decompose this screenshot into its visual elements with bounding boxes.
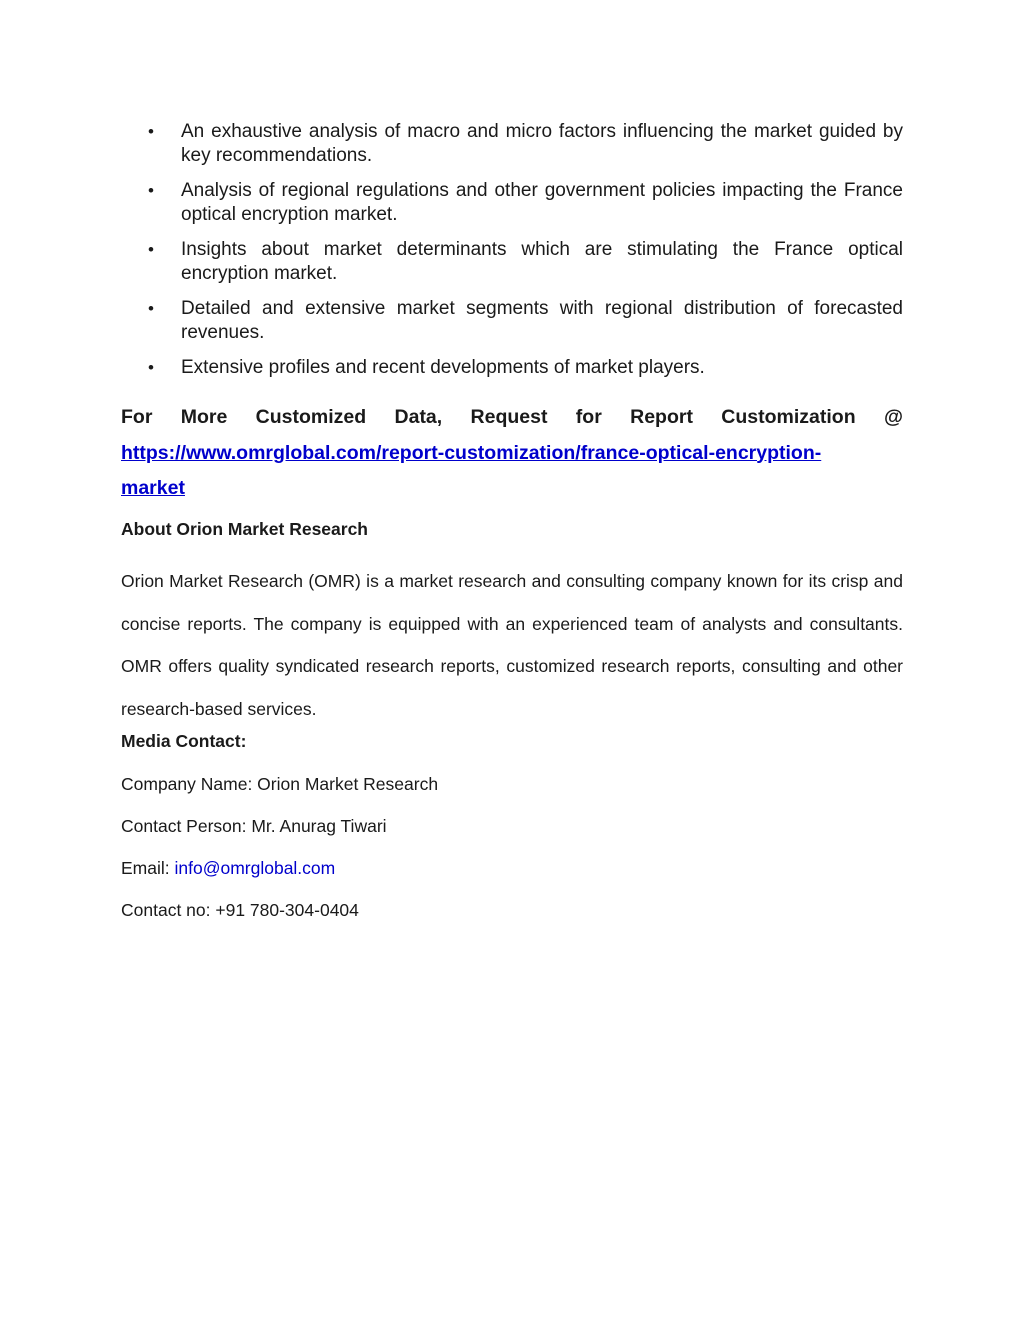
email-label: Email: — [121, 858, 175, 878]
bullet-icon: • — [148, 299, 154, 318]
customization-request-heading — [121, 400, 903, 436]
bullet-item — [121, 120, 903, 167]
cta-word: Data, — [394, 406, 443, 428]
contact-number: Contact no: +91 780-304-0404 — [121, 900, 359, 920]
customization-link[interactable] — [121, 442, 821, 500]
contact-person: Contact Person: Mr. Anurag Tiwari — [121, 816, 387, 836]
cta-word: For — [121, 406, 153, 428]
bullet-item — [121, 179, 903, 226]
customization-request — [121, 400, 903, 507]
bullet-text: Analysis of regional regulations and other government policies impacting the France optical encryption market. — [181, 180, 903, 225]
bullet-icon: • — [148, 122, 154, 141]
bullet-text: Detailed and extensive market segments with regional distribution of forecasted revenues. — [181, 298, 903, 343]
customization-link-line1[interactable]: https://www.omrglobal.com/report-customization/france-optical-encryption- — [121, 441, 822, 464]
cta-word: Customized — [255, 406, 367, 428]
cta-word: for — [575, 406, 602, 428]
bullet-item — [121, 297, 903, 344]
bullet-text: Extensive profiles and recent developments of market players. — [181, 357, 705, 378]
company-name: Company Name: Orion Market Research — [121, 774, 439, 794]
bullet-text: An exhaustive analysis of macro and micro factors influencing the market guided by key recommendations. — [181, 121, 903, 166]
about-heading: About Orion Market Research — [121, 519, 368, 539]
bullet-icon: • — [148, 240, 154, 259]
bullet-item — [121, 238, 903, 285]
cta-word: Customization — [721, 406, 856, 428]
cta-word: Request — [470, 406, 548, 428]
bullet-icon: • — [148, 181, 154, 200]
cta-word: More — [180, 406, 228, 428]
bullet-text: Insights about market determinants which are stimulating the France optical encryption market. — [181, 239, 903, 284]
email-link[interactable]: info@omrglobal.com — [174, 858, 336, 878]
bullet-icon: • — [148, 358, 154, 377]
cta-word: @ — [883, 406, 903, 428]
about-paragraph: Orion Market Research (OMR) is a market research and consulting company known for its crisp and concise reports. The company is equipped with an experienced team of analysts and consultants. OMR offers quality syndicated research reports, customized research reports, consulting and other research-based services. — [121, 571, 903, 719]
bullet-item — [121, 356, 903, 380]
cta-word: Report — [630, 406, 693, 428]
media-contact-heading: Media Contact: — [121, 731, 247, 751]
email-line — [121, 858, 335, 879]
customization-link-line2[interactable]: market — [121, 477, 185, 499]
feature-bullet-list — [121, 120, 903, 392]
